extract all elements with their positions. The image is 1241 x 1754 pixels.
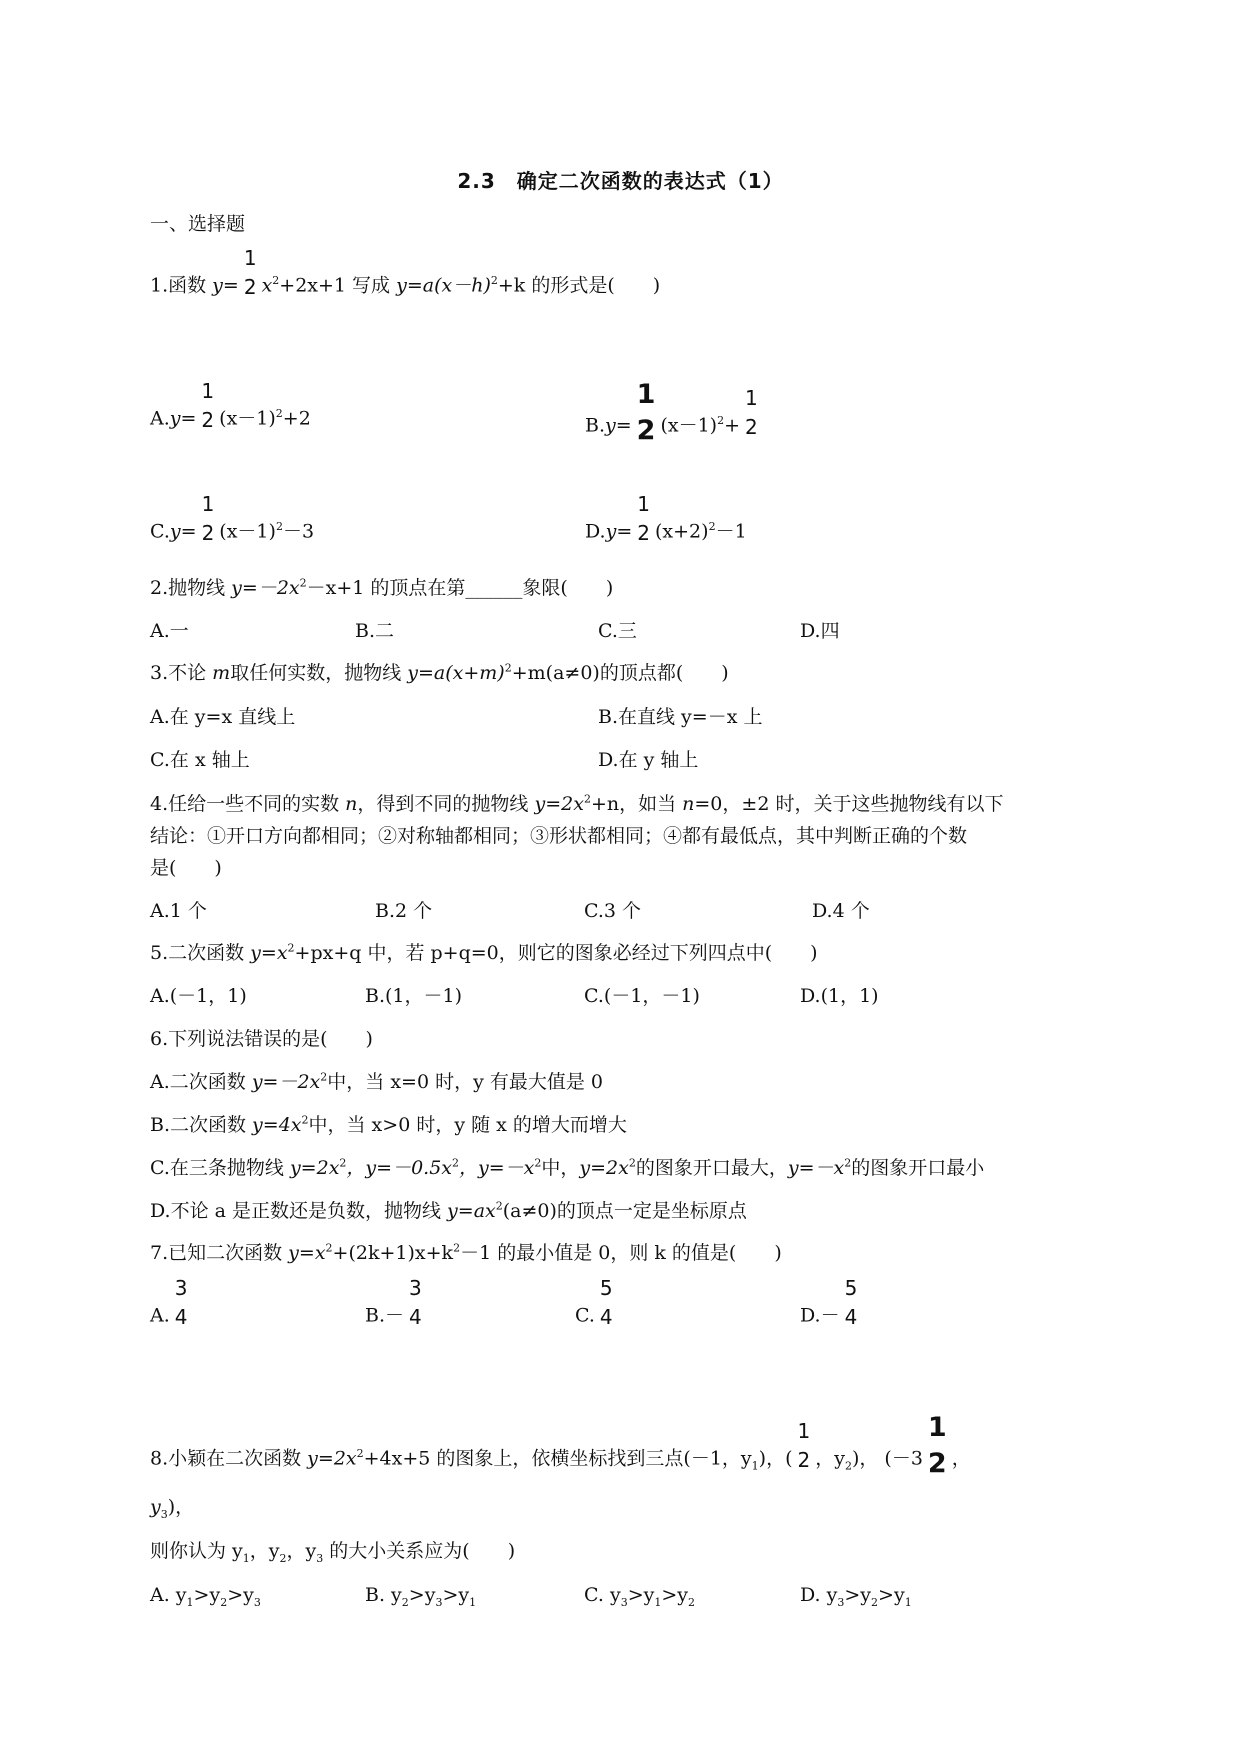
question-7-option-c[interactable]: C. 5 4: [575, 1276, 613, 1329]
question-1-option-c[interactable]: C.y= 1 2 $(x-1)^2-3$: [150, 492, 315, 545]
fraction: 1 2: [927, 1412, 947, 1479]
fraction: 1 2: [243, 246, 257, 299]
fraction: 5 4: [844, 1276, 858, 1329]
question-2-option-d[interactable]: D.四: [800, 620, 840, 642]
question-8-stem-line2: $y_3$)，: [150, 1496, 195, 1521]
fraction: 1 2: [637, 492, 650, 545]
question-4-stem-line1: 4.任给一些不同的实数 n，得到不同的抛物线 $y=2x^2+n$，如当 n=0，±2 时，关于这些抛物线有以下: [150, 792, 1004, 815]
fraction: 1 2: [636, 379, 656, 446]
question-8-stem-line3: 则你认为 $y_1$，$y_2$，$y_3$ 的大小关系应为( ): [150, 1540, 516, 1565]
question-2-option-a[interactable]: A.一: [150, 620, 189, 642]
question-8-stem-line1: 8.小颖在二次函数 $y=2x^2+4x+5$ 的图象上，依横坐标找到三点(－1，$y_1$)，( 1 2 ，$y_2$)， (－3 1 2 ，: [150, 1412, 971, 1479]
page-title: 2.3 确定二次函数的表达式（1）: [457, 169, 784, 193]
question-4-option-b[interactable]: B.2 个: [375, 900, 433, 922]
question-7-option-d[interactable]: D.－ 5 4: [800, 1276, 858, 1329]
question-1-option-a[interactable]: A.y= 1 2 $(x-1)^2+2$: [150, 379, 311, 432]
question-4-option-a[interactable]: A.1 个: [150, 900, 207, 922]
question-5-option-b[interactable]: B.(1，－1): [365, 985, 463, 1007]
question-1-stem: 1.函数 y= 1 2 $x^2+2x+1$ 写成 $y=a(x-h)^2+k$ 的形式是( ): [150, 246, 661, 299]
question-5-option-a[interactable]: A.(－1，1): [150, 985, 247, 1007]
fraction: 5 4: [599, 1276, 613, 1329]
question-7-option-a[interactable]: A. 3 4: [150, 1276, 188, 1329]
question-1-option-b[interactable]: B.y= 1 2 $(x-1)^2+$ 1 2: [585, 379, 758, 446]
question-7-stem: 7.已知二次函数 $y=x^2+(2k+1)x+k^2-1$ 的最小值是 0，则 k 的值是( ): [150, 1241, 782, 1264]
question-8-option-c[interactable]: C. $y_3>y_1>y_2$: [584, 1584, 695, 1609]
fraction: 1 2: [201, 492, 215, 545]
question-3-option-b[interactable]: B.在直线 y=－x 上: [598, 706, 763, 728]
question-2-option-c[interactable]: C.三: [598, 620, 637, 642]
question-1-option-d[interactable]: D.y= 1 2 $(x+2)^2-1$: [585, 492, 747, 545]
question-6-stem: 6.下列说法错误的是( ): [150, 1028, 373, 1050]
question-4-stem-line3: 是( ): [150, 857, 222, 879]
question-6-option-c[interactable]: C.在三条抛物线 $y=2x^2$，$y=-0.5x^2$，$y=-x^2$中，$y=2x^2$的图象开口最大，$y=-x^2$的图象开口最小: [150, 1156, 985, 1179]
question-2-option-b[interactable]: B.二: [355, 620, 395, 642]
question-7-option-b[interactable]: B.－ 3 4: [365, 1276, 422, 1329]
question-3-option-a[interactable]: A.在 y=x 直线上: [150, 706, 296, 728]
fraction: 1 2: [745, 386, 758, 439]
question-5-option-c[interactable]: C.(－1，－1): [584, 985, 700, 1007]
question-3-option-c[interactable]: C.在 x 轴上: [150, 749, 250, 771]
question-3-option-d[interactable]: D.在 y 轴上: [598, 749, 699, 771]
question-8-option-d[interactable]: D. $y_3>y_2>y_1$: [800, 1584, 912, 1609]
question-4-option-c[interactable]: C.3 个: [584, 900, 642, 922]
question-4-option-d[interactable]: D.4 个: [812, 900, 870, 922]
fraction: 3 4: [174, 1276, 188, 1329]
question-6-option-a[interactable]: A.二次函数 $y=-2x^2$中，当 x=0 时，y 有最大值是 0: [150, 1070, 603, 1093]
section-heading: 一、选择题: [150, 213, 246, 235]
fraction: 1 2: [797, 1419, 811, 1472]
question-8-option-a[interactable]: A. $y_1>y_2>y_3$: [150, 1584, 261, 1609]
question-6-option-b[interactable]: B.二次函数 $y=4x^2$中，当 x>0 时，y 随 x 的增大而增大: [150, 1113, 627, 1136]
question-3-stem: 3.不论 m取任何实数，抛物线 $y=a(x+m)^2+m(a\ne 0)$的顶点都( ): [150, 661, 729, 684]
fraction: 3 4: [409, 1276, 422, 1329]
fraction: 1 2: [201, 379, 215, 432]
question-5-stem: 5.二次函数 $y=x^2+px+q$ 中，若 p+q=0，则它的图象必经过下列四点中( ): [150, 941, 818, 964]
question-5-option-d[interactable]: D.(1，1): [800, 985, 879, 1007]
question-8-option-b[interactable]: B. $y_2>y_3>y_1$: [365, 1584, 477, 1609]
question-2-stem: 2.抛物线 $y=-2x^2-x+1$ 的顶点在第______象限( ): [150, 576, 614, 599]
question-6-option-d[interactable]: D.不论 a 是正数还是负数，抛物线 $y=ax^2(a\ne 0)$的顶点一定是坐标原点: [150, 1199, 747, 1222]
question-4-stem-line2: 结论：①开口方向都相同；②对称轴都相同；③形状都相同；④都有最低点，其中判断正确的个数: [150, 825, 968, 847]
